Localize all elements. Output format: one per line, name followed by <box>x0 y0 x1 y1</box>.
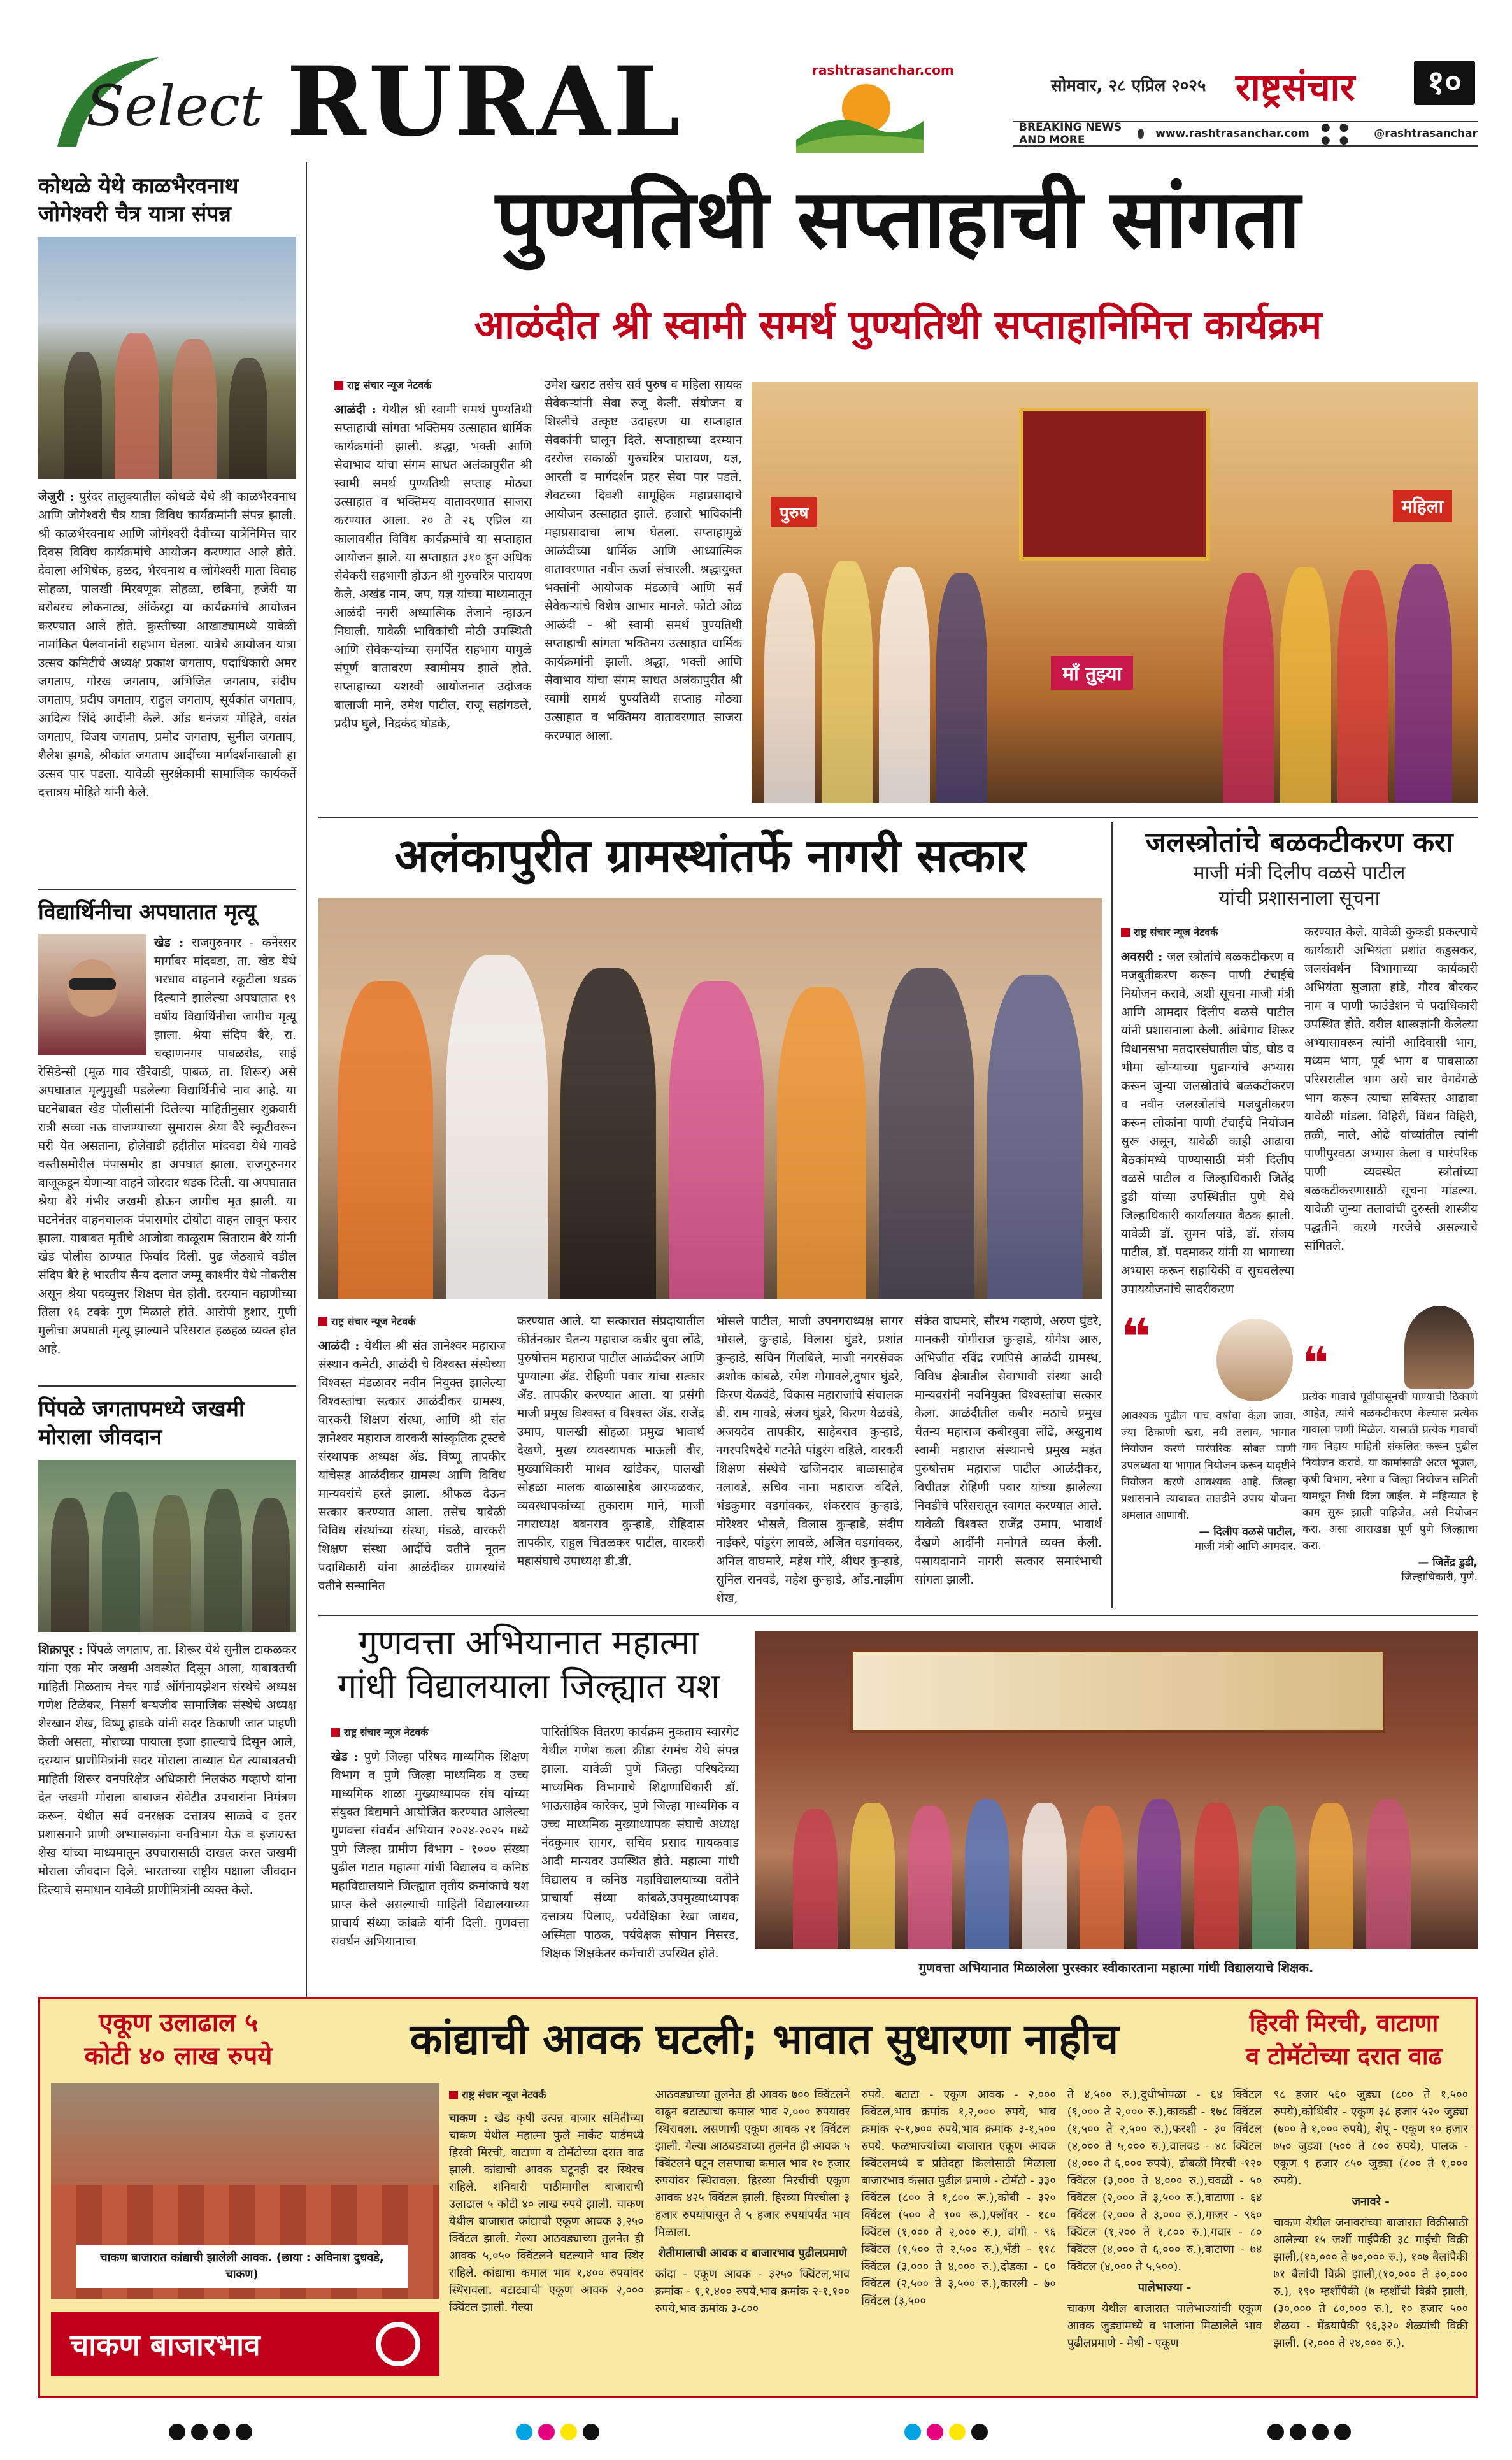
bottom-dateline: चाकण : <box>449 2112 488 2125</box>
altar-banner <box>1019 408 1210 561</box>
satkar-photo <box>318 898 1102 1299</box>
bottom-box-left-1: एकूण उलाढाल ५ <box>99 2008 258 2038</box>
bottom-box-left <box>51 2006 306 2073</box>
gunvatta-photo <box>755 1631 1478 1949</box>
left-story-1-dateline: जेजुरी : <box>38 490 75 504</box>
gunvatta-col1: पुणे जिल्हा परिषद माध्यमिक शिक्षण विभाग व पुणे जिल्हा माध्यमिक व उच्च माध्यमिक शाळा मुख्याध्यापक संघ यांच्या संयुक्त विद्यमाने आयोजित करण्यात आलेल्या गुणवत्ता संवर्धन अभियान २०२४-२०२५ मध्ये पुणे जिल्हा ग्रामीण विभाग - १००० संख्या पुढील गटात महात्मा गांधी विद्यालय व कनिष्ठ महाविद्यालयाने जिल्ह्यात तृतीय क्रमांकाचे यश प्राप्त केले असल्याची माहिती विद्यालयाच्या प्राचार्य संध्या कांबळे यांनी दिली. गुणवत्ता संवर्धन अभियानाचा <box>331 1750 529 1949</box>
bottom-col2-tail: कांदा - एकूण आवक - ३२५० क्विंटल,भाव क्रमांक - १,१,४०० रुपये,भाव क्रमांक २-१,१०० रुपये,भाव क्रमांक ३-८०० <box>655 2268 850 2315</box>
satkar-col3: भोसले पाटील, माजी उपनगराध्यक्ष सागर भोसले, कुऱ्हाडे, विलास घुंडरे, प्रशांत कुऱ्हाडे, सचिन गिलबिले, माजी नगरसेवक अशोक कांबळे, रमेश गोगावले,तुषार घुंडरे, किरण येळवंडे, विकास महाराजांचे संचालक डी. राम गावडे, संजय घुंडरे, किरण येळवंडे, अजयदेव तापकीर, साहेबराव कुऱ्हाडे, नगरपरिषदेचे गटनेते पांडुरंग वहिले, वारकरी शिक्षण संस्थेचे खजिनदार बाळासाहेब नलावडे, सचिव नाना महाराज वंदिले, भंडकुमार वडगांवकर, शंकरराव कुऱ्हाडे, मोरेश्वर भोसले, विलास कुऱ्हाडे, संदीप नाईकरे, पांडुरंग लावळे, अजित वडगांवकर, अनिल वाघमारे, महेश गोरे, श्रीधर कुऱ्हाडे, सुनिल रानवडे, महेश कुऱ्हाडे, ओंड.नाझीम शेख, <box>716 1314 903 1605</box>
jal-rule <box>1111 822 1113 1608</box>
web-icon <box>1138 129 1144 139</box>
handle-text[interactable]: @rashtrasanchar <box>1374 127 1478 140</box>
gunvatta-headline-2: गांधी विद्यालयाला जिल्ह्यात यश <box>337 1666 720 1706</box>
bottom-col2: आठवड्याच्या तुलनेत ही आवक ७०० क्विंटलने वाढून बटाट्याचा कमाल भाव २,००० रुपयावर स्थिरावला. लसणाची एकूण आवक २१ क्विंटल झाली. गेल्या आठवड्याच्या तुलनेत ही आवक ५ क्विंटलने घटून लसणाचा कमाल भाव १० हजार रुपयांवर स्थिरावला. हिरव्या मिरचीची एकूण आवक ४२५ क्विंटल झाली. हिरव्या मिरचीला ३ हजार रुपयांपासून ते ५ हजार रुपयांपर्यंत भाव मिळाला. <box>655 2088 850 2239</box>
byline-square-icon <box>331 1728 340 1737</box>
gunvatta-headline <box>318 1621 739 1708</box>
website-text[interactable]: www.rashtrasanchar.com <box>1155 127 1309 140</box>
jal-headline: जलस्त्रोतांचे बळकटीकरण करा <box>1145 826 1453 859</box>
left-story-3-photo <box>38 1460 296 1632</box>
jal-quote-1-photo <box>1216 1319 1293 1401</box>
satkar-col2: करण्यात आले. या सत्कारात संप्रदायातील कीर्तनकार चैतन्य महाराज कबीर बुवा लोंढे, पुरुषोत्तम महाराज पाटील आळंदीकर आणि पुण्यात्मा ॲड. रोहिणी पवार यांचा सत्कार ॲड. तापकीर करण्यात आला. या प्रसंगी माजी प्रमुख विश्वस्त व विश्वस्त ॲड. राजेंद्र उमाप, पालखी सोहळा प्रमुख भावार्थ देखणे, मुख्य व्यवस्थापक माऊली वीर, मुख्याधिकारी माधव खांडेकर, पालखी सोहळा मालक बाळासाहेब आरफळकर, व्यवस्थापकांच्या तुकाराम माने, माजी नगराध्यक्ष बबनराव कुऱ्हाडे, रोहिदास तापकीर, राहुल चितळकर पाटील, वारकरी महासंघाचे उपाध्यक्ष डी.डी. <box>517 1314 704 1568</box>
photo-banner-text: माँ तुझ्या <box>1051 656 1133 690</box>
satkar-col1: येथील श्री संत ज्ञानेश्वर महाराज संस्थान कमेटी, आळंदी चे विश्वस्त संस्थेच्या विश्वस्त मंडळावर नवीन नियुक्त झालेल्या विश्वस्तांचा सत्कार आळंदीकर ग्रामस्थ, वारकरी शिक्षण संस्था, आणि श्री संत ज्ञानेश्वर महाराज वारकरी सांस्कृतिक ट्रस्टचे संस्थापक अध्यक्ष ॲड. विष्णू तापकीर यांचेसह आळंदीकर ग्रामस्थ आणि विविध मान्यवरांचे हस्ते झाला. श्रीफळ देऊन सत्कार करण्यात आला. तसेच यावेळी विविध संस्थांच्या संस्था, मंडळे, वारकरी शिक्षण संस्था आदींचे वतीने नूतन पदाधिकारी यांना आळंदीकर ग्रामस्थांचे वतीने सन्मानित <box>318 1339 506 1593</box>
left-story-1 <box>38 172 296 802</box>
page-number: १० <box>1414 61 1475 105</box>
left-story-3-title: पिंपळे जगतापमध्ये जखमी मोराला जीवदान <box>38 1396 245 1450</box>
left-story-2-dateline: खेड : <box>154 936 184 950</box>
satkar-text <box>318 1312 1102 1608</box>
breaking-text: BREAKING NEWS AND MORE <box>1019 121 1122 147</box>
gunvatta-headline-1: गुणवत्ता अभियानात महात्मा <box>358 1622 699 1663</box>
bottom-col1: खेड कृषी उत्पन्न बाजार समितीच्या चाकण येथील महात्मा फुले मार्केट यार्डमध्ये हिरवी मिरची, वाटाणा व टोमॅटोच्या दरात वाढ झाली. कांद्याची आवक घटूनही दर स्थिरच राहिले. शनिवारी पाठीमागील बाजाराची उलाढाल ५ कोटी ४० लाख रुपये झाली. चाकण येथील बाजारात कांद्याची एकूण आवक ३,२५० क्विंटल झाली. गेल्या आठवड्याच्या तुलनेत ही आवक ५,०५० क्विंटलने घटल्याने भाव स्थिर राहिले. कांद्याचा कमाल भाव १,४०० रुपयांवर स्थिरावला. बटाट्याची एकूण आवक २,००० क्विंटल झाली. गेल्या <box>449 2112 644 2314</box>
gunvatta-byline: राष्ट्र संचार न्यूज नेटवर्क <box>344 1726 429 1738</box>
bottom-col4-tail: चाकण येथील बाजारात पालेभाज्यांची एकूण आवक जुड्यांमध्ये व भाजांना मिळालेले भाव पुढीलप्रमाणे - मेथी - एकूण <box>1067 2302 1262 2350</box>
gunvatta-text <box>331 1723 745 1963</box>
satkar-byline: राष्ट्र संचार न्यूज नेटवर्क <box>331 1315 416 1327</box>
main-divider <box>318 817 1478 818</box>
masthead-rural: RURAL <box>287 46 683 158</box>
bottom-col4: ते ४,५०० रु.),दुधीभोपळा - ६४ क्विंटल (१,००० ते २,००० रु.),काकडी - १७८ क्विंटल (१,५०० ते २,५०० रु.),फरशी - ३० क्विंटल (४,००० ते ५,००० रु.),वालवड - ४८ क्विंटल (४,००० ते ६,००० रुपये), ढोबळी मिरची -१२० क्विंटल (३,००० ते ४,००० रु.),चवळी - ५० क्विंटल (२,००० ते ३,५०० रु.),वाटाणा - ६४ क्विंटल (२,००० ते ३,००० रु.),गाजर - ९६० क्विंटल (१,२०० ते १,८०० रु.),गवार - ८० क्विंटल (४,००० ते ६,००० रु.),वाटाणा - ७४ क्विंटल (४,००० ते ५,५००). <box>1067 2088 1262 2273</box>
left-story-1-photo <box>38 237 296 479</box>
jal-quote-2 <box>1302 1306 1478 1584</box>
breaking-bar <box>1013 121 1478 147</box>
byline-square-icon <box>1121 928 1130 937</box>
masthead-select: Select <box>86 73 263 139</box>
main-col2: उमेश खराट तसेच सर्व पुरुष व महिला सायक सेवेकऱ्यांनी सेवा रुजू केली. संयोजन व शिस्तीचे उत्कृष्ट उदाहरण या सप्ताहात सेवकांनी घालून दिले. सप्ताहाच्या दरम्यान दररोज सकाळी गुरुचरित्र पारायण, यज्ञ, आरती व मार्गदर्शन प्रहर सेवा पार पडले. शेवटच्या दिवशी सामूहिक महाप्रसादाचे आयोजन उत्साहात झाले. हजारो भाविकांनी महाप्रसादाचा लाभ घेतला. सप्ताहामुळे आळंदीच्या धार्मिक आणि आध्यात्मिक वातावरणात नवीन ऊर्जा संचारली. श्रद्धायुक्त भक्तांनी आयोजक मंडळाचे आणि सर्व सेवेकऱ्यांचे विशेष आभार मानले. फोटो ओळ आळंदी - श्री स्वामी समर्थ पुण्यतिथी सप्ताहाची सांगता भक्तिमय उत्साहात धार्मिक कार्यक्रमांनी झाली. श्रद्धा, भक्ती आणि सेवाभाव यांचा संगम साधत अलंकापुरीत श्री स्वामी समर्थ पुण्यतिथी सप्ताह मोठ्या उत्साहात व भक्तिमय वातावरणात साजरा करण्यात आला. <box>545 378 742 743</box>
jal-quote-2-by: — जितेंद्र डुडी, <box>1418 1556 1478 1569</box>
left-story-3-dateline: शिक्रापूर : <box>38 1643 83 1657</box>
jal-quote-1-by: — दिलीप वळसे पाटील, <box>1199 1526 1296 1538</box>
main-col1: येथील श्री स्वामी समर्थ पुण्यतिथी सप्ताहाची सांगता भक्तिमय उत्साहात धार्मिक कार्यक्रमांनी झाली. श्रद्धा, भक्ती आणि सेवाभाव यांचा संगम साधत अलंकापुरीत श्री स्वामी समर्थ पुण्यतिथी सप्ताह मोठ्या उत्साहात व भक्तिमय वातावरणात साजरा करण्यात आला. २० ते २६ एप्रिल या कालावधीत विविध कार्यक्रमांचे या सप्ताहात आयोजन झाले. या सप्ताहात ३१० हून अधिक सेवेकरी सहभागी होऊन श्री गुरुचरित्र पारायण केले. अखंड नाम, जप, यज्ञ यांच्या माध्यमातून आळंदी नगरी अध्यात्मिक तेजाने न्हाऊन निघाली. यावेळी भाविकांची मोठी उपस्थिती आणि सेवेकऱ्यांच्या समर्पित सहभाग यामुळे संपूर्ण वातावरण स्वामीमय झाले होते. सप्ताहाच्या यशस्वी आयोजनात उदोजक बालाजी माने, उमेश पाटील, राजू सहांगडले, प्रदीप घुले, निद्रकंद घोडके, <box>334 403 532 731</box>
masthead <box>38 38 1478 159</box>
main-byline: राष्ट्र संचार न्यूज नेटवर्क <box>347 379 432 391</box>
byline-square-icon <box>449 2091 458 2099</box>
market-label-bar <box>51 2312 439 2376</box>
left-story-2 <box>38 898 296 1359</box>
left-story-3 <box>38 1395 296 1899</box>
paper-name: राष्ट्रसंचार <box>1236 66 1355 109</box>
jal-col2: करण्यात केले. यावेळी कुकडी प्रकल्पाचे कार्यकारी अभियंता प्रशांत कडुसकर, जलसंवर्धन विभागाच्या कार्यकारी अभियंता सुजाता हांडे, गौरव बोरकर नाम व पाणी फाउंडेशन चे पदाधिकारी उपस्थित होते. वरील शास्त्रज्ञांनी केलेल्या अभ्यासावरून त्यांनी आदिवासी भाग, मध्यम भाग, पूर्व भाग व पावसाळा परिसरातील भाग असे चार वेगवेगळे भाग करून त्याचा सविस्तर आढावा यावेळी मांडला. विहिरी, विंधन विहिरी, तळी, नाले, ओढे यांच्यांतील त्यांनी पाणीपुरवठा अभ्यास केला व पारंपरिक पाणी व्यवस्थेत स्त्रोतांच्या बळकटीकरणासाठी सूचना मांडल्या. यावेळी जुन्या तलावांची दुरुस्ती शास्त्रीय पद्धतीने करणे गरजेचे असल्याचे सांगितले. <box>1304 925 1478 1253</box>
satkar-headline: अलंकापुरीत ग्रामस्थांतर्फे नागरी सत्कार <box>394 829 1026 882</box>
jal-col1: जल स्त्रोतांचे बळकटीकरण व मजबुतीकरण करून पाणी टंचाईचे नियोजन करावे, अशी सूचना माजी मंत्री आणि आमदार दिलीप वळसे पाटील यांनी प्रशासनाला केली. आंबेगाव शिरूर विधानसभा मतदारसंघातील घोड, घोड व भीमा खोऱ्याच्या पुढाऱ्यांचे अभ्यास करून जुन्या जलस्रोतांचे बळकटीकरण व नवीन जलस्त्रोतांचे मजबुतीकरण करून लोकांना पाणी टंचाईचे नियोजन सुरू असून, यावेळी काही आढावा बैठकांमध्ये पाण्यासाठी मंत्री दिलीप वळसे पाटील व जिल्हाधिकारी जितेंद्र डुडी यांच्या उपस्थितीत पुणे येथे जिल्हाधिकारी कार्यालयात बैठक झाली. यावेळी डॉ. सुमन पांडे, डॉ. संजय पाटील, डॉ. पदमाकर यांनी या भागाच्या अभ्यास करून सहायिकी व सुचवलेल्या उपाययोजनांचे सादरीकरण <box>1121 950 1294 1296</box>
onion-photo-caption: चाकण बाजारात कांद्याची झालेली आवक. (छाया : अविनाश दुधवडे, चाकण) <box>76 2245 408 2288</box>
bottom-headline: कांद्याची आवक घटली; भावात सुधारणा नाहीच <box>410 2015 1119 2064</box>
social-icons: ● ● ● ● <box>1320 121 1352 147</box>
jal-quote-1 <box>1121 1308 1296 1553</box>
main-headline: पुण्यतिथी सप्ताहाची सांगता <box>496 172 1301 267</box>
bottom-col2-sub: शेतीमालाची आवक व बाजारभाव पुढीलप्रमाणे <box>658 2247 847 2260</box>
bottom-text <box>449 2086 1468 2352</box>
magnifier-icon <box>376 2322 420 2366</box>
jal-story <box>1121 825 1478 1299</box>
masthead-date: सोमवार, २८ एप्रिल २०२५ <box>1051 76 1206 96</box>
left-story-3-body: पिंपळे जगताप, ता. शिरूर येथे सुनील टाकळकर यांना एक मोर जखमी अवस्थेत दिसून आला, याबाबतची माहिती मिळताच नेचर गार्ड ऑर्गनायझेशन संस्थेचे अध्यक्ष गणेश टिळेकर, निसर्ग वन्यजीव सामाजिक संस्थेचे अध्यक्ष शेरखान शेख, विष्णू हाडके यांनी सदर ठिकाणी जात पाहणी केली असता, मोराच्या पायाला इजा झाल्याचे दिसून आले, दरम्यान प्राणीमित्रांनी सदर मोराला ताब्यात घेत त्याबाबतची माहिती शिरूर वनपरिक्षेत्र अधिकारी निलकंठ गव्हाणे यांना देत जखमी मोराला बाबाजन सेवेटीत उपचारांना निमंत्रण करून. येथील सर्व वनरक्षक दत्तात्रय साळवे व इतर प्रशासनाने प्राणी अभ्यासकांना वनविभाग येऊ व इजाग्रस्त शेख यांच्या माध्यमातून उपचारासाठी दाखल करत जखमी मोराला जीवदान दिले. भारताच्या राष्ट्रीय पक्षाला जीवदान दिल्याचे समाधान यावेळी प्राणीमित्रांनी व्यक्त केले. <box>38 1643 296 1897</box>
bottom-box-left-2: कोटी ४० लाख रुपये <box>84 2042 273 2071</box>
main-text <box>334 376 742 745</box>
satkar-dateline: आळंदी : <box>318 1339 360 1353</box>
jal-dateline: अवसरी : <box>1121 950 1163 964</box>
market-label: चाकण बाजारभाव <box>70 2328 260 2362</box>
bottom-col4-sub: पालेभाज्या - <box>1138 2281 1192 2294</box>
bottom-box-right-1: हिरवी मिरची, वाटाणा <box>1249 2009 1439 2037</box>
main-photo <box>752 382 1478 803</box>
byline-square-icon <box>334 381 343 390</box>
sunglasses-icon <box>69 978 116 990</box>
satkar-col4: संकेत वाघमारे, सौरभ गव्हाणे, अरुण घुंडरे, मानकरी योगीराज कुऱ्हाडे, योगेश आरु, अभिजीत रविंद्र रणपिसे आळंदी ग्रामस्थ, विविध क्षेत्रातील सेवाभावी संस्था आदी मान्यवरांनी नवनियुक्त विश्वस्तांचा सत्कार केला. आळंदीतील कबीर मठाचे प्रमुख चैतन्य महाराज कबीरबुवा लोंढे, अखुनाथ स्वामी महाराज संस्थानचे प्रमुख महंत पुरुषोत्तम महाराज पाटील आळंदीकर, विधीतज्ञ रोहिणी पवार यांच्या झालेल्या निवडीचे परिसरातून स्वागत करण्यात आले. यावेळी विश्वस्त राजेंद्र उमाप, भावार्थ देखणे आदींनी मनोगते व्यक्त केली. पसायदानाने नागरी सत्कार समारंभाची सांगता झाली. <box>915 1314 1102 1587</box>
byline-square-icon <box>318 1317 327 1326</box>
onion-market-photo <box>51 2083 439 2299</box>
jal-quote-2-role: जिल्हाधिकारी, पुणे. <box>1401 1571 1478 1584</box>
quote-mark-icon: ❝ <box>1302 1337 1329 1389</box>
jal-quote-1-role: माजी मंत्री आणि आमदार. <box>1194 1540 1296 1553</box>
jal-quote-1-text: आवश्यक पुढील पाच वर्षांचा केला जावा, ज्या ठिकाणी खरा, नदी तलाव, भागात नियोजन करणे पारंपरिक सोबत पाणी उपलब्धता या भागात नियोजन करून यादृष्टीने नियोजन करणे आवश्यक आहे. जिल्हा प्रशासनाने त्याबाबत तातडीने उपाय योजना अमलात आणावी. <box>1121 1410 1296 1522</box>
gunvatta-dateline: खेड : <box>331 1750 359 1764</box>
stage-banner <box>850 1650 1385 1733</box>
jal-quote-2-text: प्रत्येक गावाचे पूर्वीपासूनची पाण्याची ठिकाणे आहेत, त्यांचे बळकटीकरण केल्यास प्रत्येक गावाला पाणी मिळेल. यासाठी प्रत्येक गावाची गाव निहाय माहिती संकलित करून पुढील नियोजन करावे. या कामांसाठी अटल भूजल, कृषी विभाग, नरेगा व जिल्हा नियोजन समिती यामधून निधी दिला जाईल. मे महिन्यात हे काम सुरू झाली पाहिजेत, असे नियोजन करा. असा आराखडा पूर्ण पुणे जिल्ह्याचा करा. <box>1302 1391 1478 1552</box>
left-story-2-title: विद्यार्थिनीचा अपघातात मृत्यू <box>38 899 256 925</box>
bottom-col5-tail: चाकण येथील जनावरांच्या बाजारात विक्रीसाठी आलेल्या १५ जर्शी गाईंपैकी ३८ गाईंची विक्री झाली,(१०,००० ते ७०,००० रु.), १०७ बैलांपैकी ७१ बैलांची विक्री झाली,(१०,००० ते ३०,००० रु.), १९० म्हशींपैकी (७ म्हशींची विक्री झाली, (३०,००० ते ८०,००० रु.), १० हजार ५०० शेळया - मेंढयापैकी ९६,३२० शेळ्यांची विक्री झाली. (२,००० ते २४,००० रु.). <box>1273 2216 1468 2350</box>
gunvatta-col2: पारितोषिक वितरण कार्यक्रम नुकताच स्वारगेट येथील गणेश कला क्रीडा रंगमंच येथे संपन्न झाला. यावेळी पुणे जिल्हा परिषदेच्या माध्यमिक विभागाचे शिक्षणाधिकारी डॉ. भाऊसाहेब कारेकर, पुणे जिल्हा माध्यमिक व उच्च माध्यमिक मुख्याध्यापक संघाचे अध्यक्ष नंदकुमार सागर, सचिव प्रसाद गायकवाड आदी मान्यवर उपस्थित होते. महात्मा गांधी विद्यालय व कनिष्ठ महाविद्यालयाच्या वतीने प्राचार्या संध्या कांबळे,उपमुख्याध्यापक दत्तात्रय पिलाए, पर्यवेक्षिका रेखा जाधव, अस्मिता पाठक, पर्यवेक्षक सोपान निसरड, शिक्षक शिक्षकेतर कर्मचारी उपस्थित होते. <box>541 1725 739 1961</box>
bottom-box-right <box>1216 2006 1471 2073</box>
satkar-divider <box>318 1615 1478 1616</box>
bottom-box-right-2: व टोमॅटोच्या दरात वाढ <box>1245 2042 1443 2070</box>
jal-sub2: यांची प्रशासनाला सूचना <box>1218 887 1380 910</box>
main-subhead: आळंदीत श्री स्वामी समर्थ पुण्यतिथी सप्ताहानिमित्त कार्यक्रम <box>474 301 1322 348</box>
left-story-1-body: पुरंदर तालुक्यातील कोथळे येथे श्री काळभैरवनाथ आणि जोगेश्वरी चैत्र यात्रा विविध कार्यक्रमांनी संपन्न झाली. श्री काळभैरवनाथ आणि जोगेश्वरी देवीच्या यात्रेनिमित्त चार दिवस विविध कार्यक्रमांचे आयोजन करण्यात आले होते. देवाला अभिषेक, हळद, भैरवनाथ व जोगेश्वरी माता विवाह सोहळा, पालखी मिरवणूक सोहळा, छबिना, हजेरी या बरोबरच लोकनाट्य, ऑर्केस्ट्रा या कार्यक्रमांचे आयोजन करण्यात आले होते. कुस्तीच्या आखाड्यामध्ये यावेळी नामांकित पैलवानांनी सहभाग घेतला. यात्रेचे आयोजन यात्रा उत्सव कमिटीचे अध्यक्ष प्रकाश जगताप, पदाधिकारी अमर जगताप, गोरख जगताप, अभिजित जगताप, संदीप जगताप, प्रदीप जगताप, राहुल जगताप, सूर्यकांत जगताप, आदित्य शिंदे आदींनी केले. ओंड धनंजय मोहिते, वसंत जगताप, विजय जगताप, प्रमोद जगताप, सुनील जगताप, शैलेश झगडे, श्रीकांत जगताप आदींच्या मार्गदर्शनाखाली हा उत्सव पार पडला. यावेळी सुरक्षेकामी सामाजिक कार्यकर्ते दत्तात्रय मोहिते यांनी केले. <box>38 490 296 799</box>
quote-mark-icon: ❝ <box>1121 1308 1151 1367</box>
bottom-col3: रुपये. बटाटा - एकूण आवक - २,००० क्विंटल,भाव क्रमांक १,२,००० रुपये, भाव क्रमांक २-१,७०० रुपये,भाव क्रमांक ३-१,५०० रुपये. फळभाज्यांच्या बाजारात एकूण आवक क्विंटलमध्ये व प्रतिदहा किलोसाठी मिळाला बाजारभाव कंसात पुढील प्रमाणे - टोमॅटो - ३३० क्विंटल (८०० ते १,८०० रू.),कोबी - ३२० क्विंटल (५०० ते ९०० रू.),फ्लॉवर - १८० क्विंटल (१,००० ते २,००० रु.), वांगी - ९६ क्विंटल (१,५०० ते २,५०० रु.),भेंडी - ११८ क्विंटल (३,००० ते ४,००० रु.),दोडका - ६० क्विंटल (२,५०० ते ३,५०० रु.),कारली - ७० क्विंटल (३,५०० <box>861 2088 1056 2308</box>
jal-quote-2-photo <box>1404 1306 1474 1389</box>
left-divider-1 <box>38 889 296 890</box>
gunvatta-caption: गुणवत्ता अभियानात मिळालेला पुरस्कार स्वीकारताना महात्मा गांधी विद्यालयाचे शिक्षक. <box>918 1960 1314 1975</box>
main-dateline: आळंदी : <box>334 403 376 417</box>
bottom-col5-sub: जनावरे - <box>1352 2195 1390 2208</box>
photo-sign-right: महिला <box>1393 490 1452 522</box>
jal-sub1: माजी मंत्री दिलीप वळसे पाटील <box>1193 862 1406 884</box>
left-story-2-photo <box>38 934 146 1055</box>
bottom-byline: राष्ट्र संचार न्यूज नेटवर्क <box>462 2089 546 2101</box>
left-divider-2 <box>38 1385 296 1387</box>
left-column-rule <box>306 162 307 1997</box>
photo-sign-left: पुरुष <box>771 497 817 527</box>
masthead-site[interactable]: rashtrasanchar.com <box>812 62 954 78</box>
left-story-1-title: कोथळे येथे काळभैरवनाथ जोगेश्वरी चैत्र यात्रा संपन्न <box>38 173 239 227</box>
bottom-col5: ९८ हजार ५६० जुड्या (८०० ते १,५०० रुपये),कोथिंबीर - एकूण ३८ हजार ५२० जुड्या (७०० ते १,००० रुपये), शेपू - एकूण १० हजार ७५० जुड्या (५०० ते ८०० रुपये), पालक - एकूण ९ हजार ८५० जुड्या (८०० ते १,००० रुपये). <box>1273 2088 1468 2187</box>
jal-byline: राष्ट्र संचार न्यूज नेटवर्क <box>1134 926 1218 938</box>
left-story-2-body: राजगुरुनगर - कनेरसर मार्गावर मांदवडा, ता. खेड येथे भरधाव वाहनाने स्कूटीला धडक दिल्याने झालेल्या अपघातात १९ वर्षीय विद्यार्थिनीचा जागीच मृत्यू झाला. श्रेया संदिप बैरे, रा. चव्हाणनगर पाबळरोड, साई रेसिडेन्सी (मूळ गाव खैरेवाडी, पाबळ, ता. शिरूर) असे अपघातात मृत्युमुखी पडलेल्या विद्यार्थिनीचे नाव आहे. या घटनेबाबत खेड पोलीसांनी दिलेल्या माहितीनुसार शुक्रवारी रात्री सव्वा नऊ वाजण्याच्या सुमारास श्रेया बैरे स्कूटीवरून घरी येत असताना, होलेवाडी हद्दीतील मांदवडा येथे गावडे वस्तीसमोरील पंपासमोर हा अपघात झाला. राजगुरुनगर बाजूकडून येणाऱ्या वाहने जोरदार धडक दिली. या अपघातात श्रेया बैरे गंभीर जखमी होऊन जागीच मृत झाली. या घटनेनंतर वाहनचालक पंपासमोर टोयोटा वाहन लावून फरार झाला. याबाबत मृतीचे आजोबा काळूराम सिताराम बैरे यांनी खेड पोलीस ठाण्यात फिर्याद दिली. पुढ जेठ्याचे वडील संदिप बैरे हे भारतीय सैन्य दलात जम्मू काश्मीर येथे नोकरीस असून श्रेया पदव्युत्तर शिक्षण घेत होती. दरम्यान वहाणीच्या तिला १६ टक्के गुण मिळाले होते. आरोपी हुशार, गुणी मुलीचा अपघाती मृत्यू झाल्याने परिसरात हळहळ व्यक्त होत आहे. <box>38 936 296 1356</box>
